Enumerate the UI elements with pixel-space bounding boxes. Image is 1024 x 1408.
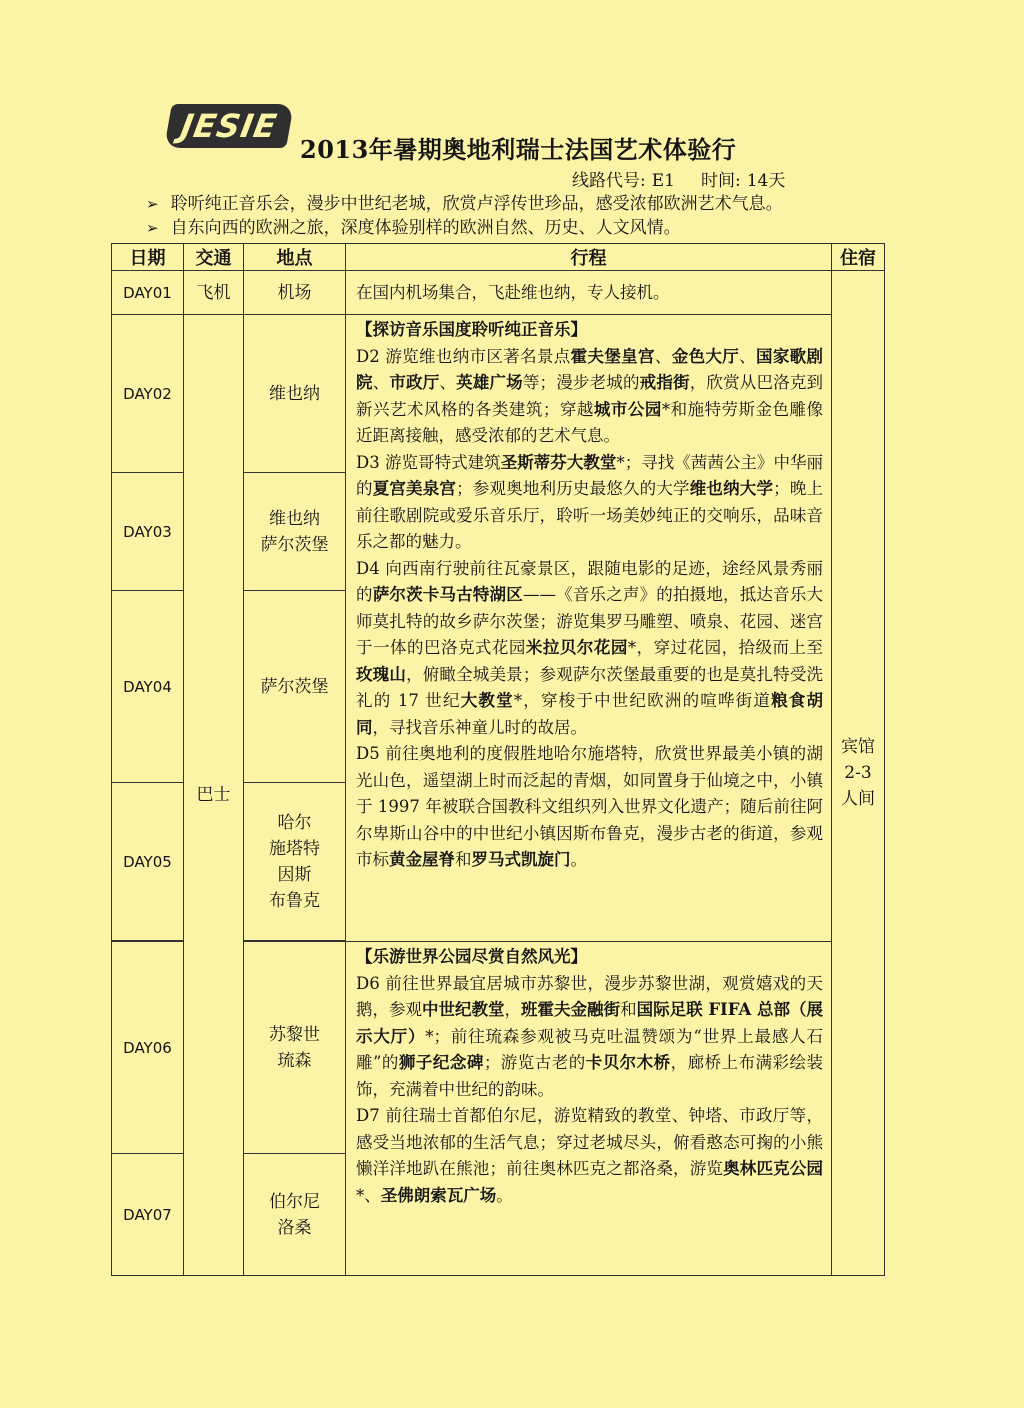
d7-paragraph xyxy=(356,1103,823,1209)
header-location: 地点 xyxy=(244,244,346,271)
body-text: 和 xyxy=(455,850,472,869)
highlight-text: 市政厅 xyxy=(389,373,440,392)
body-text: ，廊桥上布满彩绘装饰，充满着中世纪的韵味。 xyxy=(356,1053,824,1099)
day-cell: DAY06 xyxy=(112,942,184,1154)
header-date: 日期 xyxy=(112,244,184,271)
body-text: D6 前往世界最宜居城市苏黎世，漫步苏黎世湖，观赏嬉戏的天鹅，参观 xyxy=(356,973,823,1019)
location-cell: 维也纳 萨尔茨堡 xyxy=(244,473,346,591)
body-text: ，俯瞰全城美景；参观萨尔茨堡最重要的也是莫扎特受洗礼的 17 世纪 xyxy=(356,664,824,710)
route-code-label: 线路代号: xyxy=(572,171,646,191)
highlight-text: 狮子纪念碑 xyxy=(398,1053,484,1072)
body-text: 、 xyxy=(654,346,672,366)
body-text: ；参观奥地利历史最悠久的大学 xyxy=(456,479,690,498)
header-transport: 交通 xyxy=(184,244,244,271)
location-cell: 机场 xyxy=(244,271,346,315)
table-header-row xyxy=(112,244,885,271)
body-text: D7 前往瑞士首都伯尔尼，游览精致的教堂、钟塔、市政厅等，感受当地浓郁的生活气息；穿过老城尽头，俯看憨态可掬的小熊懒洋洋地趴在熊池；前往奥林匹克之都洛桑，游览 xyxy=(356,1106,823,1178)
header-lodging: 住宿 xyxy=(832,244,885,271)
body-text: ；游览古老的 xyxy=(483,1053,586,1072)
body-text: ，欣赏从巴洛克到新兴艺术风格的各类建筑；穿越 xyxy=(356,373,824,419)
body-text: *，穿梭于中世纪欧洲的喧哗街道 xyxy=(513,691,772,710)
table-row xyxy=(112,315,885,473)
body-text: *；前往琉森参观被马克吐温赞颂为“世界上最感人石雕”的 xyxy=(356,1026,824,1072)
body-text: *；寻找《茜茜公主》中华丽的 xyxy=(356,452,824,498)
itinerary-section-1: 【探访音乐国度聆听纯正音乐】 D2 游览维也纳市区著名景点霍夫堡皇宫、金色大厅、国家歌剧院、市政厅、英雄广场等；漫步老城的戒指街，欣赏从巴洛克到新兴艺术风格的各类建筑；穿越城市公园*和施特劳斯金色雕像近距离接触，感受浓郁的艺术气息。 D3 游览哥特式建筑圣斯蒂芬大教堂*；寻找《茜茜公主》中华丽的夏宫美泉宫；参观奥地利历史最悠久的大学维也纳大学；晚上前往歌剧院或爱乐音乐厅，聆听一场美妙纯正的交响乐，品味音乐之都的魅力。 D4 向西南行驶前往瓦豪景区，跟随电影的足迹，途经风景秀丽的萨尔茨卡马古特湖区——《音乐之声》的拍摄地，抵达音乐大师莫扎特的故乡萨尔茨堡；游览集罗马雕塑、喷泉、花园、迷宫于一体的巴洛克式花园米拉贝尔花园*，穿过花园，拾级而上至玫瑰山，俯瞰全城美景；参观萨尔茨堡最重要的也是莫扎特受洗礼的 17 世纪大教堂*，穿梭于中世纪欧洲的喧哗街道粮食胡同，寻找音乐神童儿时的故居。 D5 前往奥地利的度假胜地哈尔施塔特，欣赏世界最美小镇的湖光山色，遥望湖上时而泛起的青烟，如同置身于仙境之中，小镇于 1997 年被联合国教科文组织列入世界文化遗产；随后前往阿尔卑斯山谷中的中世纪小镇因斯布鲁克，漫步古老的街道，参观市标黄金屋脊和罗马式凯旋门。 xyxy=(346,315,832,942)
location-cell: 萨尔茨堡 xyxy=(244,591,346,783)
highlight-text: 戒指街 xyxy=(639,373,690,392)
d6-paragraph xyxy=(356,971,823,1104)
table-row xyxy=(112,271,885,315)
d2-paragraph xyxy=(356,344,823,450)
highlight-text: 玫瑰山 xyxy=(356,664,407,684)
d5-paragraph xyxy=(356,741,823,874)
body-text: D3 游览哥特式建筑 xyxy=(356,452,501,472)
highlight-text: 城市公园 xyxy=(593,399,662,419)
page-title: 2013年暑期奥地利瑞士法国艺术体验行 xyxy=(300,135,737,164)
day-cell: DAY01 xyxy=(112,271,184,315)
highlight-text: 黄金屋脊 xyxy=(389,850,455,869)
highlight-text: 中世纪教堂 xyxy=(422,1000,505,1019)
highlight-text: 罗马式凯旋门 xyxy=(471,850,571,869)
body-text: 、 xyxy=(372,373,390,392)
body-text: ， xyxy=(504,1000,522,1019)
body-text: *，穿过花园，拾级而上至 xyxy=(627,638,824,657)
body-text: D4 向西南行驶前往瓦豪景区，跟随电影的足迹，途经风景秀丽的 xyxy=(356,558,823,604)
highlight-text: 米拉贝尔花园 xyxy=(525,638,628,657)
body-text: 等；漫步老城的 xyxy=(522,373,640,392)
header-itinerary: 行程 xyxy=(346,244,832,271)
location-cell: 维也纳 xyxy=(244,315,346,473)
itinerary-section-2: 【乐游世界公园尽赏自然风光】 D6 前往世界最宜居城市苏黎世，漫步苏黎世湖，观赏嬉戏的天鹅，参观中世纪教堂，班霍夫金融街和国际足联 FIFA 总部（展示大厅）*；前往琉森参观被马克吐温赞颂为“世界上最感人石雕”的狮子纪念碑；游览古老的卡贝尔木桥，廊桥上布满彩绘装饰，充满着中世纪的韵味。 D7 前往瑞士首都伯尔尼，游览精致的教堂、钟塔、市政厅等，感受当地浓郁的生活气息；穿过老城尽头，俯看憨态可掬的小熊懒洋洋地趴在熊池；前往奥林匹克之都洛桑，游览奥林匹克公园*、圣佛朗索瓦广场。 xyxy=(346,942,832,1276)
highlight-text: 卡贝尔木桥 xyxy=(585,1053,671,1072)
location-cell: 哈尔 施塔特 因斯 布鲁克 xyxy=(244,783,346,941)
day-cell: DAY04 xyxy=(112,591,184,783)
highlight-text: 霍夫堡皇宫 xyxy=(570,346,655,366)
body-text: ——《音乐之声》的拍摄地，抵达音乐大师莫扎特的故乡萨尔茨堡；游览集罗马雕塑、喷泉、花园、迷宫于一体的巴洛克式花园 xyxy=(356,585,824,657)
d4-paragraph xyxy=(356,556,823,742)
highlight-text: 夏宫美泉宫 xyxy=(372,479,457,498)
lodging-cell: 宾馆 2-3 人间 xyxy=(832,271,885,1276)
day-cell: DAY02 xyxy=(112,315,184,473)
body-text: D5 前往奥地利的度假胜地哈尔施塔特，欣赏世界最美小镇的湖光山色，遥望湖上时而泛起的青烟，如同置身于仙境之中，小镇于 1997 年被联合国教科文组织列入世界文化遗产；随后前往阿尔卑斯山谷中的中世纪小镇因斯布鲁克，漫步古老的街道，参观市标 xyxy=(356,744,823,869)
highlights-list xyxy=(146,192,783,240)
body-text: 和 xyxy=(620,1000,637,1019)
highlight-text: 奥林匹克公园 xyxy=(723,1159,824,1178)
route-info xyxy=(572,166,791,191)
location-cell: 苏黎世 琉森 xyxy=(244,942,346,1154)
highlight-text: 国家歌剧院 xyxy=(356,346,824,392)
highlight-text: 维也纳大学 xyxy=(689,479,774,498)
company-logo: JESIE xyxy=(164,104,294,148)
highlight-text: 班霍夫金融街 xyxy=(521,1000,621,1019)
day-cell: DAY07 xyxy=(112,1154,184,1276)
body-text: ，寻找音乐神童儿时的故居。 xyxy=(372,717,587,737)
list-item: ➢ 自东向西的欧洲之旅，深度体验别样的欧洲自然、历史、人文风情。 xyxy=(146,218,681,238)
highlight-text: 大教堂 xyxy=(460,691,514,710)
highlight-text: 金色大厅 xyxy=(671,346,740,366)
body-text: 、 xyxy=(739,346,756,366)
transport-cell: 飞机 xyxy=(184,271,244,315)
body-text: 。 xyxy=(496,1185,513,1205)
highlight-text: 圣佛朗索瓦广场 xyxy=(380,1185,497,1205)
highlight-text: 英雄广场 xyxy=(456,373,523,392)
body-text: 、 xyxy=(439,373,457,392)
location-cell: 伯尔尼 洛桑 xyxy=(244,1154,346,1276)
d3-paragraph xyxy=(356,450,823,556)
body-text: 。 xyxy=(570,850,587,869)
highlight-text: 国际足联 FIFA 总部（展示大厅） xyxy=(356,1000,824,1046)
day-cell: DAY05 xyxy=(112,783,184,941)
body-text: D2 游览维也纳市区著名景点 xyxy=(356,346,571,366)
arrow-bullet-icon: ➢ xyxy=(146,195,159,213)
transport-cell: 巴士 xyxy=(184,315,244,1276)
highlight-text: 粮食胡同 xyxy=(356,691,823,737)
itinerary-table xyxy=(111,243,885,1276)
arrow-bullet-icon: ➢ xyxy=(146,219,159,237)
highlight-text: 萨尔茨卡马古特湖区 xyxy=(372,585,523,604)
list-item: ➢ 聆听纯正音乐会，漫步中世纪老城，欣赏卢浮传世珍品，感受浓郁欧洲艺术气息。 xyxy=(146,194,783,214)
highlight-text: 圣斯蒂芬大教堂 xyxy=(500,452,617,472)
duration: 14天 xyxy=(746,171,786,191)
itinerary-cell: 在国内机场集合，飞赴维也纳，专人接机。 xyxy=(346,271,832,315)
route-code: E1 xyxy=(651,171,675,191)
day-cell: DAY03 xyxy=(112,473,184,591)
body-text: *、 xyxy=(356,1185,381,1205)
body-text: ；晚上前往歌剧院或爱乐音乐厅，聆听一场美妙纯正的交响乐，品味音乐之都的魅力。 xyxy=(356,479,824,551)
duration-label: 时间: xyxy=(700,171,741,191)
body-text: *和施特劳斯金色雕像近距离接触，感受浓郁的艺术气息。 xyxy=(356,399,824,445)
